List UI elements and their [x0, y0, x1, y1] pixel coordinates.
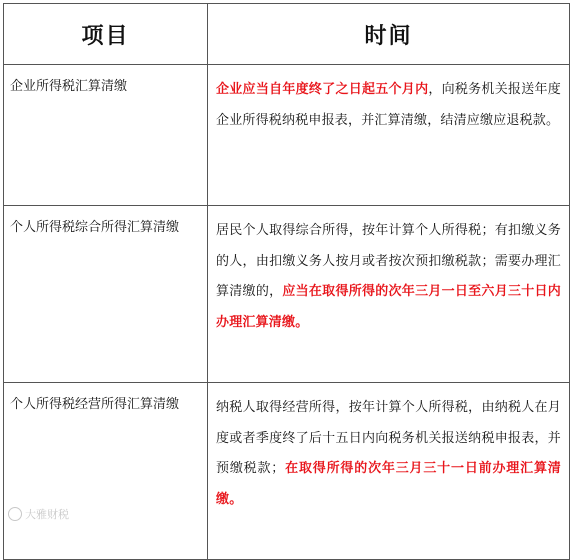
row-item: 个人所得税经营所得汇算清缴: [4, 383, 208, 560]
highlight-text: 企业应当自年度终了之日起五个月内: [216, 82, 429, 97]
row-description: [208, 65, 570, 206]
row-description: [208, 206, 570, 383]
body-text: ，向税务机关报送年度企业所得税纳税申报表，并汇算清缴，结清应缴应退税款。: [216, 82, 561, 128]
row-description: [208, 383, 570, 560]
logo-icon: [8, 507, 22, 521]
body-text: 居民个人取得综合所得，按年计算个人所得税；有扣缴义务的人，由扣缴义务人按月或者按次预扣缴税款；需要办理汇算清缴的，: [216, 223, 561, 299]
watermark: [8, 506, 69, 522]
body-text: 纳税人取得经营所得，按年计算个人所得税，由纳税人在月度或者季度终了后十五日内向税务机关报送纳税申报表，并预缴税款；: [216, 400, 561, 476]
table-row: [4, 206, 570, 383]
table-row: [4, 383, 570, 560]
table-header-row: [4, 4, 570, 65]
row-item: 个人所得税综合所得汇算清缴: [4, 206, 208, 383]
header-item: 项目: [4, 4, 208, 65]
highlight-text: 在取得所得的次年三月三十一日前办理汇算清缴。: [216, 461, 561, 507]
highlight-text: 应当在取得所得的次年三月一日至六月三十日内办理汇算清缴。: [216, 284, 561, 330]
header-time: 时间: [208, 4, 570, 65]
table-row: [4, 65, 570, 206]
tax-settlement-table: [3, 3, 570, 560]
row-item: 企业所得税汇算清缴: [4, 65, 208, 206]
watermark-text: 大雅财税: [25, 508, 69, 521]
